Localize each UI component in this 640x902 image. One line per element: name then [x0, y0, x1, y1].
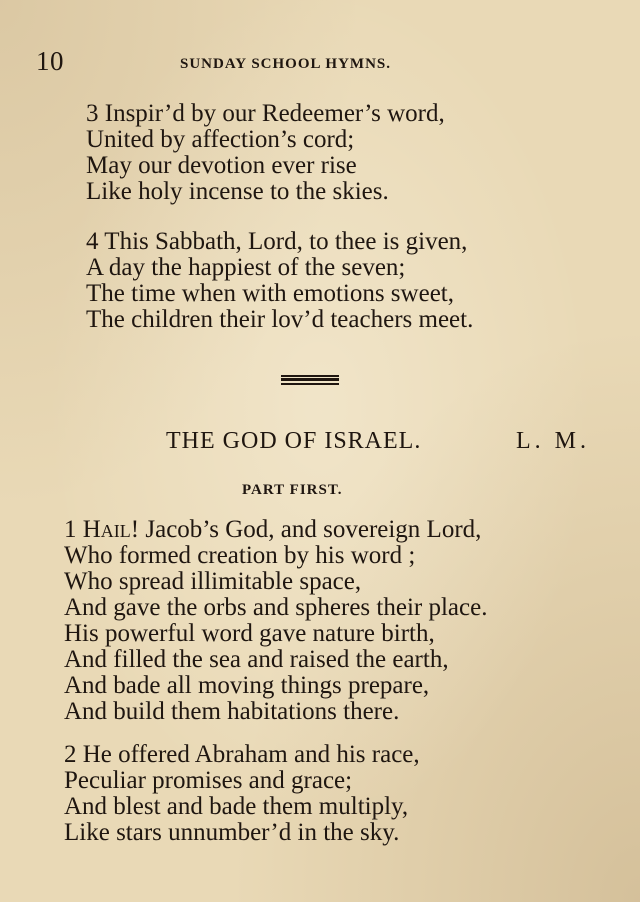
verse-line: Who spread illimitable space,	[64, 568, 362, 595]
running-head: SUNDAY SCHOOL HYMNS.	[180, 56, 392, 72]
stanza-2	[64, 742, 420, 846]
verse-line: A day the happiest of the seven;	[86, 254, 406, 281]
verse-line: And build them habitations there.	[64, 698, 400, 725]
verse-line: 3 Inspir’d by our Redeemer’s word,	[86, 100, 445, 127]
verse-line: The time when with emotions sweet,	[86, 280, 454, 307]
verse-line: His powerful word gave nature birth,	[64, 620, 435, 647]
verse-line: Like stars unnumber’d in the sky.	[64, 819, 400, 846]
verse-line-rest: ! Jacob’s God, and sovereign Lord,	[130, 516, 482, 543]
verse-line: And filled the sea and raised the earth,	[64, 646, 449, 673]
verse-line: And bade all moving things prepare,	[64, 672, 430, 699]
stanza-1	[64, 517, 487, 725]
hymn-title: THE GOD OF ISRAEL.	[166, 428, 422, 454]
stanza-3	[86, 101, 445, 205]
verse-line: The children their lov’d teachers meet.	[86, 306, 474, 333]
page-number: 10	[36, 46, 64, 76]
drop-word: Hail	[82, 516, 131, 543]
verse-line: And gave the orbs and spheres their place.	[64, 594, 488, 621]
verse-line: 2 He offered Abraham and his race,	[64, 741, 420, 768]
stanza-4	[86, 229, 473, 333]
stanza-number: 1	[64, 516, 83, 543]
hymn-meter: L. M.	[516, 428, 590, 454]
part-label: PART FIRST.	[242, 482, 343, 498]
verse-line: And blest and bade them multiply,	[64, 793, 409, 820]
verse-line: 4 This Sabbath, Lord, to thee is given,	[86, 228, 468, 255]
verse-line: United by affection’s cord;	[86, 126, 355, 153]
verse-line: Who formed creation by his word ;	[64, 542, 416, 569]
verse-line-first	[64, 517, 487, 543]
verse-line: May our devotion ever rise	[86, 152, 357, 179]
verse-line: Peculiar promises and grace;	[64, 767, 353, 794]
section-divider-ornament	[281, 375, 339, 385]
verse-line: Like holy incense to the skies.	[86, 178, 389, 205]
